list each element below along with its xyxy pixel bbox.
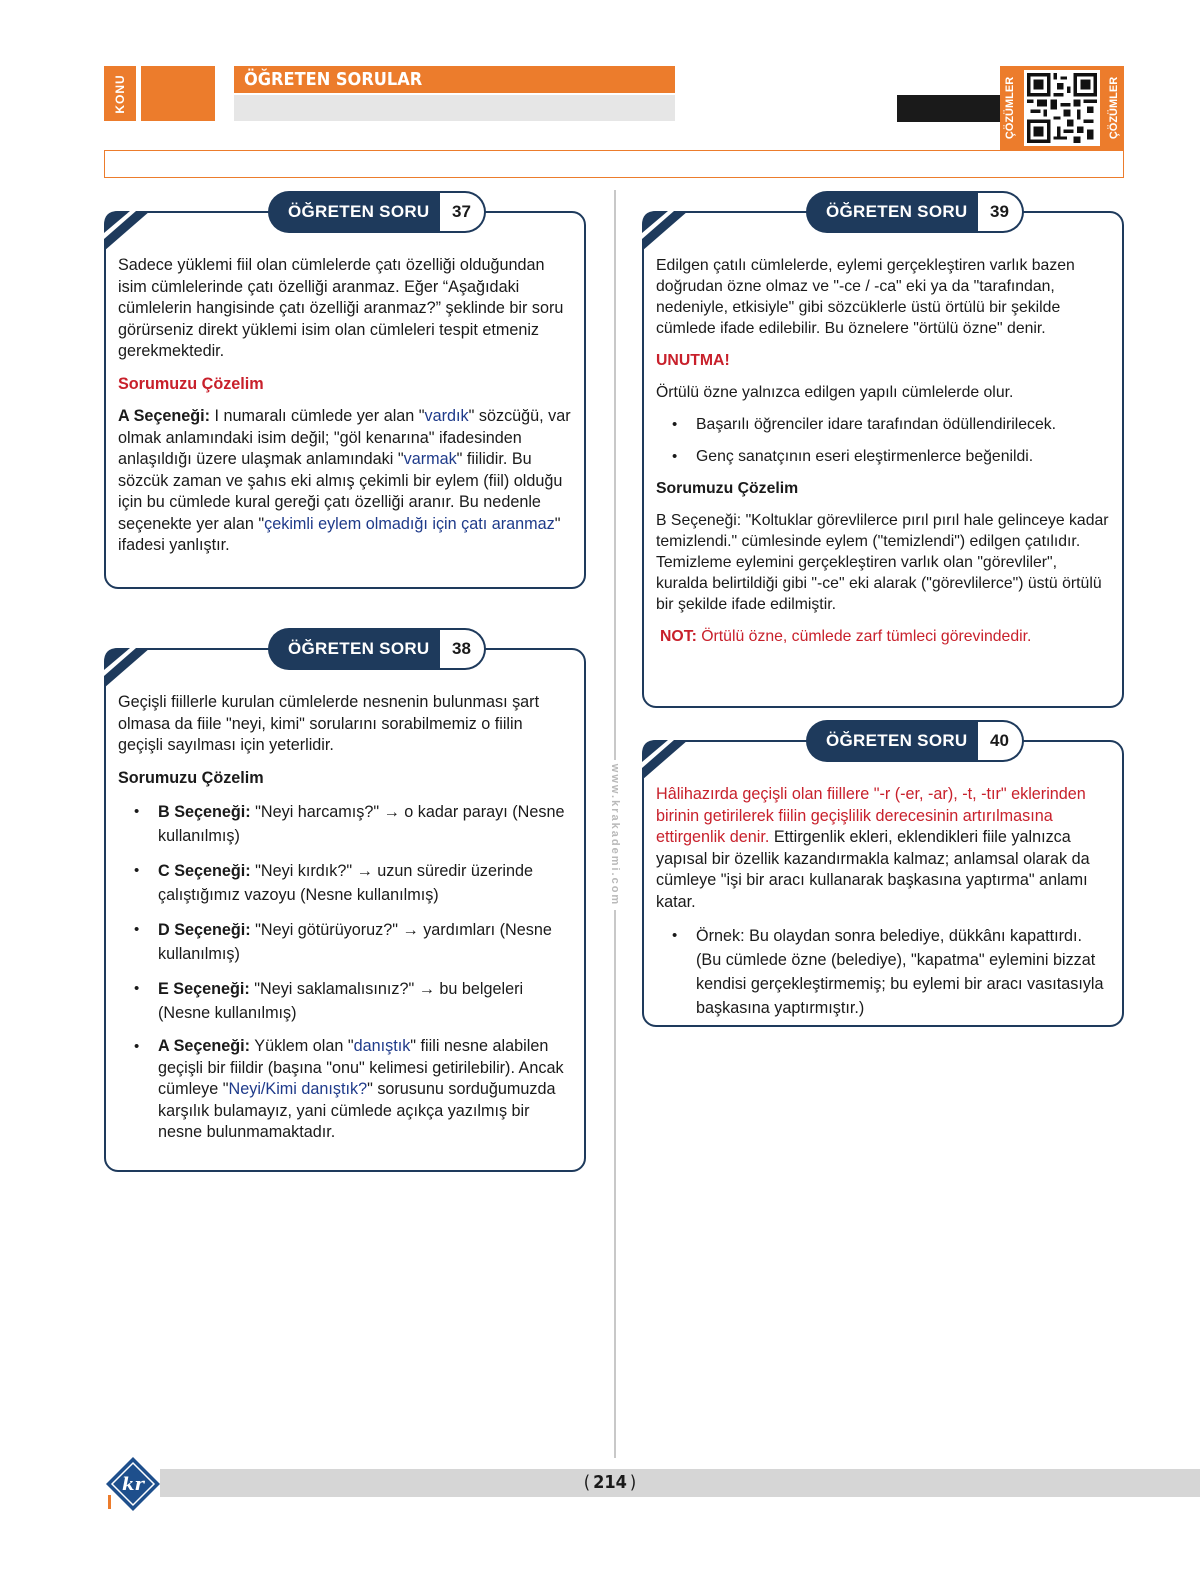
card-label: ÖĞRETEN SORU — [806, 720, 990, 762]
card-number: 38 — [440, 628, 486, 670]
example-list — [656, 414, 1110, 467]
list-item: • A Seçeneği: Yüklem olan "danıştık" fiili nesne alabilen geçişli bir fiildir (başına "onu" kelimesi getirilebilir). Ancak cümleye "Neyi/Kimi danıştık?" sorusunu sorduğumuzda karşılık bulamayız, yani cümlede açıkça yazılmış bir nesne bulunmamaktadır. — [158, 1036, 572, 1144]
list-item: • Başarılı öğrenciler idare tarafından ödüllendirilecek. — [696, 414, 1110, 435]
card-label: ÖĞRETEN SORU — [268, 628, 452, 670]
list-item: • E Seçeneği: "Neyi saklamalısınız?" → bu belgeleri (Nesne kullanılmış) — [158, 977, 572, 1025]
card-body — [118, 692, 572, 1155]
card-intro: Sadece yüklemi fiil olan cümlelerde çatı özelliği olduğundan isim cümlelerinde çatı özelliği aranmaz. Eğer “Aşağıdaki cümlelerin hangisinde çatı özelliği aranmaz?” şeklinde bir soru görürseniz direkt yüklemi isim olan cümleleri tespit etmeniz gerekmektedir. — [118, 256, 564, 360]
konu-color-block — [141, 66, 215, 121]
card-intro: Hâlihazırda geçişli olan fiillere "-r (-er, -ar), -t, -tır" eklerinden birinin getirilerek fiilin geçişlilik derecesinin artırılmasına ettirgenlik denir. Ettirgenlik ekleri, eklendikleri fiile yalnızca yapısal bir özellik kazandırmakla kalmaz; anlamsal olarak da cümleye "işi bir aracı kullanarak başkasına yaptırma" anlamı katar. — [656, 785, 1090, 911]
card-corner-stripe-icon — [104, 211, 150, 251]
qr-label-right: ÇÖZÜMLER — [1108, 76, 1120, 140]
title-subbar — [234, 95, 675, 121]
publisher-logo-icon — [104, 1455, 162, 1513]
list-item: • C Seçeneği: "Neyi kırdık?" → uzun süredir üzerinde çalıştığımız vazoyu (Nesne kullanılmış) — [158, 859, 572, 907]
card-header — [268, 628, 486, 670]
question-card-38 — [104, 639, 586, 1172]
card-number: 40 — [978, 720, 1024, 762]
header-black-bar — [897, 95, 1000, 122]
card-number: 37 — [440, 191, 486, 233]
konu-label: KONU — [113, 73, 127, 114]
example-list — [656, 924, 1110, 1020]
card-intro: Geçişli fiillerle kurulan cümlelerde nesnenin bulunması şart olmasa da fiile "neyi, kimi" sorularını sorabilmemiz o fiilin geçişli sayılması için yeterlidir. — [118, 693, 540, 754]
qr-code-icon[interactable] — [1024, 70, 1100, 146]
solve-title: Sorumuzu Çözelim — [118, 768, 264, 787]
qr-label-left: ÇÖZÜMLER — [1004, 76, 1016, 140]
solve-title: Sorumuzu Çözelim — [118, 374, 264, 393]
card-corner-stripe-icon — [642, 740, 688, 780]
card-corner-stripe-icon — [642, 211, 688, 251]
note-text: NOT: Örtülü özne, cümlede zarf tümleci görevindedir. — [660, 628, 1032, 645]
card-body — [656, 255, 1110, 658]
question-card-40 — [642, 731, 1124, 1027]
qr-solutions-box[interactable] — [1000, 66, 1124, 150]
website-watermark: www.krakademi.com — [606, 760, 624, 910]
card-label: ÖĞRETEN SORU — [806, 191, 990, 233]
card-header — [806, 191, 1024, 233]
warning-title: UNUTMA! — [656, 352, 730, 369]
card-label: ÖĞRETEN SORU — [268, 191, 452, 233]
page-title: ÖĞRETEN SORULAR — [234, 66, 675, 93]
card-header — [806, 720, 1024, 762]
list-item: • B Seçeneği: "Neyi harcamış?" → o kadar parayı (Nesne kullanılmış) — [158, 800, 572, 848]
card-number: 39 — [978, 191, 1024, 233]
card-body — [656, 784, 1110, 1031]
konu-tab — [104, 66, 136, 121]
footer-bar — [160, 1469, 1200, 1497]
solve-title: Sorumuzu Çözelim — [656, 480, 799, 497]
card-body — [118, 255, 572, 568]
option-list — [118, 800, 572, 1144]
svg-text:kr: kr — [122, 1474, 144, 1495]
list-item: • Genç sanatçının eseri eleştirmenlerce beğenildi. — [696, 446, 1110, 467]
solution-text: A Seçeneği: I numaralı cümlede yer alan "vardık" sözcüğü, var olmak anlamındaki isim değil; "göl kenarına" ifadesinden anlaşıldığı üzere ulaşmak anlamındaki "varmak" fiilidir. Bu sözcük zaman ve şahıs eki almış çekimli bir eylem (fiil) olduğu için bu cümlede kural gereği çatı özelliği aranır. Bu nedenle seçenekte yer alan "çekimli eylem olmadığı için çatı aranmaz" ifadesi yanlıştır. — [118, 407, 571, 554]
card-corner-stripe-icon — [104, 648, 150, 688]
header-outline-bar — [104, 150, 1124, 178]
card-header — [268, 191, 486, 233]
page-number: ( 214 ) — [580, 1470, 640, 1496]
solution-text: B Seçeneği: "Koltuklar görevlilerce pırıl pırıl hale gelinceye kadar temizlendi." cümlesinde eylem ("temizlendi") edilgen çatılıdır. Temizleme eylemini gerçekleştiren varlık olan "görevliler", kuralda belirtildiği gibi "-ce" eki alarak ("görevlilerce") üstü örtülü bir şekilde ifade edilmiştir. — [656, 512, 1109, 613]
question-card-39 — [642, 202, 1124, 708]
list-item: • D Seçeneği: "Neyi götürüyoruz?" → yardımları (Nesne kullanılmış) — [158, 918, 572, 966]
warning-text: Örtülü özne yalnızca edilgen yapılı cümlelerde olur. — [656, 384, 1014, 401]
list-item: • Örnek: Bu olaydan sonra belediye, dükkânı kapattırdı. (Bu cümlede özne (belediye), "kapatma" eylemini bizzat kendisi gerçekleştirmemiş; bu eylemi bir aracı vasıtasıyla başkasına yaptırmıştır.) — [696, 924, 1110, 1020]
question-card-37 — [104, 202, 586, 589]
card-intro: Edilgen çatılı cümlelerde, eylemi gerçekleştiren varlık bazen doğrudan özne olmaz ve "-ce / -ca" eki ya da "tarafından, nedeniyle, etkisiyle" gibi sözcüklerle üstü örtülü bir şekilde cümlede ifade edilebilir. Bu öznelere "örtülü özne" denir. — [656, 257, 1075, 337]
